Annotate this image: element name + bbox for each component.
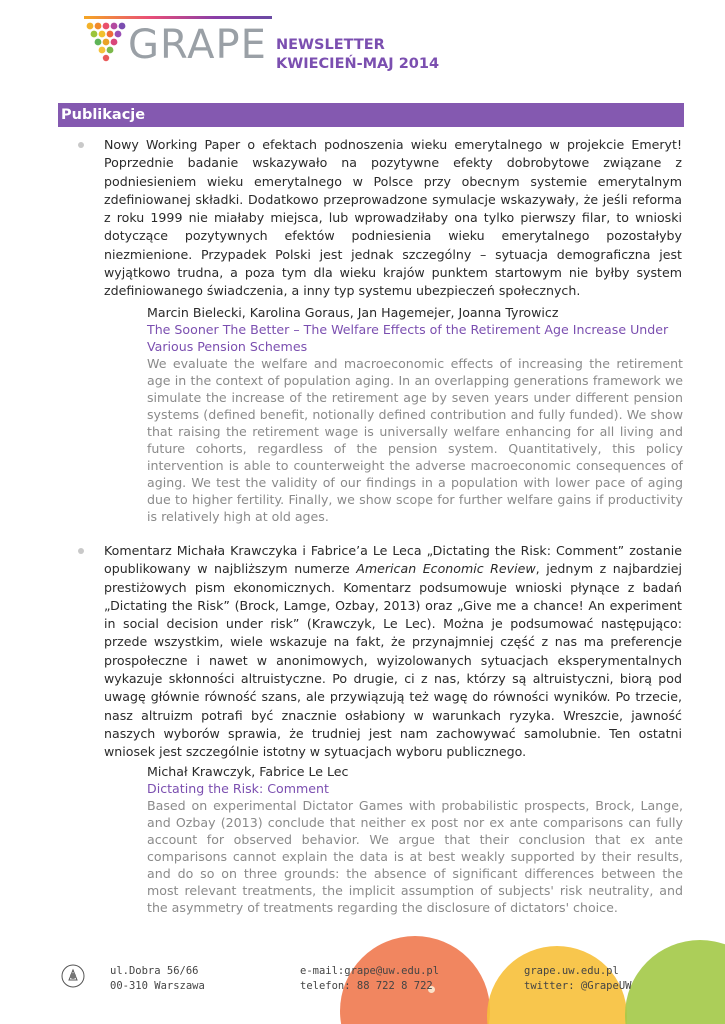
- contact-email[interactable]: e-mail:grape@uw.edu.pl: [300, 965, 440, 977]
- grape-logo-icon: [86, 22, 126, 62]
- publication-item-1: [82, 136, 682, 301]
- bullet-icon: [78, 142, 84, 148]
- twitter-link[interactable]: twitter: @GrapeUW: [524, 980, 632, 992]
- newsletter-issue: KWIECIEŃ-MAJ 2014: [276, 56, 440, 72]
- publication-title[interactable]: Dictating the Risk: Comment: [147, 781, 329, 796]
- publication-authors: Marcin Bielecki, Karolina Goraus, Jan Hagemejer, Joanna Tyrowicz: [147, 305, 559, 320]
- publication-abstract: We evaluate the welfare and macroeconomic effects of increasing the retirement age in the context of population aging. In an overlapping generations framework we simulate the increase of the retirement age by seven years under different pension systems (defined benefit, notionally defined contribution and fully funded). We show that raising the retirement wage is universally welfare enhancing for all living and future cohorts, regardless of the pension system. Quantitatively, this policy intervention is able to counterweight the adverse macroeconomic consequences of aging. We test the validity of our findings in a population with lower pace of aging due to higher fertility. Finally, we show scope for further welfare gains if productivity is relatively high at old ages.: [147, 356, 683, 524]
- contact-phone: telefon: 88 722 8 722: [300, 980, 433, 992]
- decorative-circle-green: [625, 940, 725, 1024]
- web-block: [524, 964, 631, 994]
- newsletter-label: NEWSLETTER: [276, 37, 385, 53]
- bullet-icon: [78, 548, 84, 554]
- newsletter-title: [276, 36, 439, 74]
- university-seal-icon: [60, 962, 86, 992]
- website-link[interactable]: grape.uw.edu.pl: [524, 965, 619, 977]
- address-block: [110, 964, 205, 994]
- item-text-start: Komentarz Michała Krawczyka i Fabrice’a Le Leca „Dictating the Risk: Comment” zostanie opublikowany w najbliższym numerze: [104, 543, 682, 577]
- publication-item-2: [82, 542, 682, 762]
- journal-name: American Economic Review: [356, 561, 536, 577]
- section-heading-bar: [58, 103, 684, 127]
- address-city: 00-310 Warszawa: [110, 980, 205, 992]
- address-street: ul.Dobra 56/66: [110, 965, 199, 977]
- publication-reference-1: [147, 304, 683, 525]
- logo-rule: [84, 16, 272, 19]
- footer: [0, 930, 725, 1024]
- item-description: Nowy Working Paper o efektach podnoszenia wieku emerytalnego w projekcie Emeryt! Poprzednie badanie wskazywało na pozytywne efekty dobrobytowe związane z podniesieniem wieku emerytalnego w Polsce przy obecnym systemie emerytalnym zdefiniowanej składki. Dodatkowo przeprowadzone symulacje wskazywały, że jeśli reforma z roku 1999 nie miałaby miejsca, lub wprowadziłaby ona tylko pierwszy filar, to wnioski dotyczące pozytywnych efektów podniesienia wieku emerytalnego pozostałyby niezmienione. Przypadek Polski jest jednak szczególny – sytuacja demograficzna jest wyjątkowo trudna, a poza tym dla wieku krajów punktem startowym nie byłby system zdefiniowanego świadczenia, a inny typ systemu ubezpieczeń społecznych.: [104, 137, 682, 299]
- publication-reference-2: [147, 763, 683, 916]
- item-text-end: , jednym z najbardziej prestiżowych pism ekonomicznych. Komentarz podsumowuje wnioski płynące z badań „Dictating the Risk” (Brock, Lamge, Ozbay, 2013) oraz „Give me a chance! An experiment in social decision under risk” (Krawczyk, Le Lec). Można je podsumować następująco: przede wszystkim, wiele wskazuje na fakt, że przynajmniej część z nas ma preferencje prospołeczne i nawet w anonimowych, wyizolowanych sytuacjach eksperymentalnych wykazuje skłonności altruistyczne. Po drugie, ci z nas, którzy są altruistyczni, biorą pod uwagę głównie równość szans, ale przywiązują też wagę do równości wyników. Po trzecie, nasz altruizm potrafi być znacznie osłabiony w warunkach ryzyka. Wreszcie, jawność naszych wyborów sprawia, że trudniej jest nam zachowywać samolubnie. Ten ostatni wniosek jest szczególnie istotny w sytuacjach wyboru publicznego.: [104, 561, 682, 760]
- item-description: [104, 542, 682, 762]
- contact-block: [300, 964, 439, 994]
- publication-authors: Michał Krawczyk, Fabrice Le Lec: [147, 764, 349, 779]
- publication-title[interactable]: The Sooner The Better – The Welfare Effects of the Retirement Age Increase Under Various Pension Schemes: [147, 322, 669, 354]
- logo-text: GRAPE: [128, 22, 267, 68]
- publication-abstract: Based on experimental Dictator Games with probabilistic prospects, Brock, Lange, and Ozbay (2013) conclude that neither ex post nor ex ante comparisons can fully account for observed behavior. We argue that their conclusion that ex ante comparisons cannot explain the data is at best weakly supported by their results, and do so on three grounds: the absence of significant differences between the most relevant treatments, the implicit assumption of subjects' risk neutrality, and the asymmetry of treatments regarding the disclosure of dictators' choice.: [147, 798, 683, 915]
- header: [0, 0, 725, 90]
- section-title: Publikacje: [61, 107, 146, 123]
